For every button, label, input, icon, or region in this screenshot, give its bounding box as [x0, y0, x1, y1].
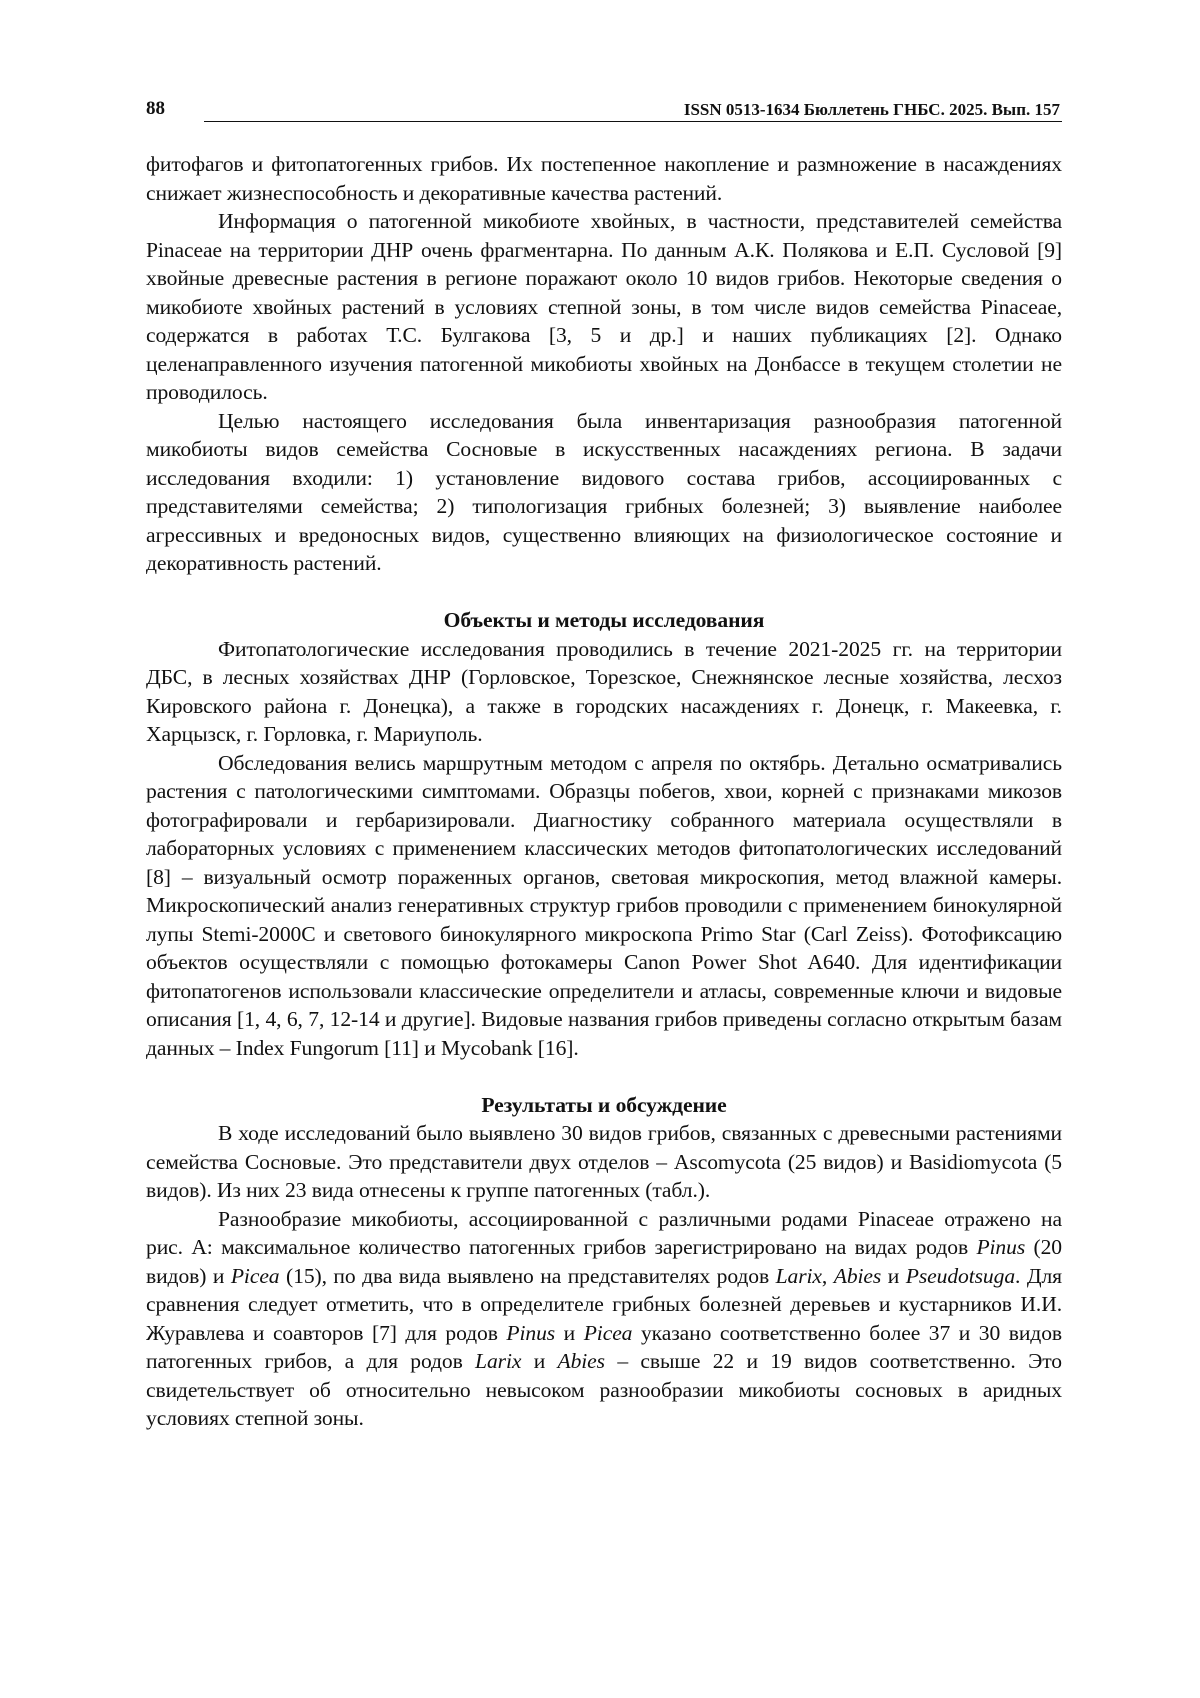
- genus-name: Picea: [583, 1320, 633, 1345]
- genus-name: Pseudotsuga: [905, 1263, 1016, 1288]
- article-body: [146, 150, 1062, 1433]
- text-fragment: – свыше 22 и 19 видов соответственно. Это свидетельствует об относительно невысоком разнообразии микобиоты сосновых в аридных условиях степной зоны.: [146, 1349, 1062, 1430]
- text-fragment: (20 видов) и: [146, 1235, 1062, 1288]
- genus-name: Pinus: [976, 1235, 1026, 1259]
- genus-name: Pinus: [506, 1320, 556, 1345]
- paragraph-species-count: В ходе исследований было выявлено 30 видов грибов, связанных с древесными растениями семейства Сосновые. Это представители двух отделов – Ascomycota (25 видов) и Basidiomycota (5 видов). Из них 23 вида отнесены к группе патогенных (табл.).: [146, 1121, 1062, 1202]
- genus-name: Abies: [833, 1263, 882, 1288]
- genus-name: Abies: [557, 1349, 605, 1373]
- paragraph-research-goal: Целью настоящего исследования была инвентаризация разнообразия патогенной микобиоты видов семейства Сосновые в искусственных насаждениях региона. В задачи исследования входили: 1) установление видового состава грибов, ассоциированных с представителями семейства; 2) типологизация грибных болезней; 3) выявление наиболее агрессивных и вредоносных видов, существенно влияющих на физиологическое состояние и декоративность растений.: [146, 408, 1062, 575]
- text-fragment: . Для сравнения следует отметить, что в определителе грибных болезней деревьев и кустарников И.И. Журавлева и соавторов [7] для родов: [146, 1263, 1062, 1345]
- paragraph-mycobiota-info: Информация о патогенной микобиоте хвойных, в частности, представителей семейства Pinaceae на территории ДНР очень фрагментарна. По данным А.К. Полякова и Е.П. Сусловой [9] хвойные древесные растения в регионе поражают около 10 видов грибов. Некоторые сведения о микобиоте хвойных растений в условиях степной зоны, в том числе видов семейства Pinaceae, содержатся в работах Т.С. Булгакова [3, 5 и др.] и наших публикациях [2]. Однако целенаправленного изучения патогенной микобиоты хвойных на Донбассе в текущем столетии не проводилось.: [146, 209, 1062, 404]
- genus-name: Larix: [775, 1263, 822, 1288]
- text-fragment: указано соответственно более 37 и 30 видов патогенных грибов, а для родов: [146, 1320, 1062, 1373]
- text-fragment: ,: [821, 1263, 828, 1288]
- text-fragment: и: [555, 1320, 584, 1345]
- paragraph-continuation: фитофагов и фитопатогенных грибов. Их постепенное накопление и размножение в насаждениях снижает жизнеспособность и декоративные качества растений.: [146, 152, 1062, 205]
- journal-info: ISSN 0513-1634 Бюллетень ГНБС. 2025. Вып. 157: [683, 100, 1060, 119]
- text-fragment: и: [881, 1263, 906, 1288]
- running-header: [146, 98, 1062, 126]
- paragraph-survey-methods: Обследования велись маршрутным методом с апреля по октябрь. Детально осматривались растения с патологическими симптомами. Образцы побегов, хвои, корней с признаками микозов фотографировали и гербаризировали. Диагностику собранного материала осуществляли в лабораторных условиях с применением классических методов фитопатологических исследований [8] – визуальный осмотр пораженных органов, световая микроскопия, метод влажной камеры. Микроскопический анализ генеративных структур грибов проводили с применением бинокулярной лупы Stemi-2000C и светового бинокулярного микроскопа Primo Star (Carl Zeiss). Фотофиксацию объектов осуществляли с помощью фотокамеры Canon Power Shot A640. Для идентификации фитопатогенов использовали классические определители и атласы, современные ключи и видовые описания [1, 4, 6, 7, 12-14 и другие]. Видовые названия грибов приведены согласно открытым базам данных – Index Fungorum [11] и Mycobank [16].: [146, 750, 1062, 1060]
- genus-name: Picea: [230, 1263, 280, 1288]
- header-rule: [204, 121, 1062, 122]
- paragraph-diversity: [146, 1205, 1062, 1433]
- page-number: 88: [146, 98, 165, 119]
- text-fragment: и: [521, 1349, 558, 1373]
- genus-name: Larix: [475, 1349, 522, 1373]
- paragraph-study-sites: Фитопатологические исследования проводились в течение 2021-2025 гг. на территории ДБС, в лесных хозяйствах ДНР (Горловское, Торезское, Снежнянское лесные хозяйства, лесхоз Кировского района г. Донецка), а также в городских насаждениях г. Донецк, г. Макеевка, г. Харцызск, г. Горловка, г. Мариуполь.: [146, 636, 1062, 746]
- heading-results: Результаты и обсуждение: [481, 1092, 727, 1117]
- text-fragment: (15), по два вида выявлено на представителях родов: [279, 1263, 776, 1288]
- text-fragment: Разнообразие микобиоты, ассоциированной с различными родами Pinaceae отражено на рис. А: максимальное количество патогенных грибов зарегистрировано на видах родов: [146, 1206, 1062, 1259]
- heading-methods: Объекты и методы исследования: [443, 608, 765, 632]
